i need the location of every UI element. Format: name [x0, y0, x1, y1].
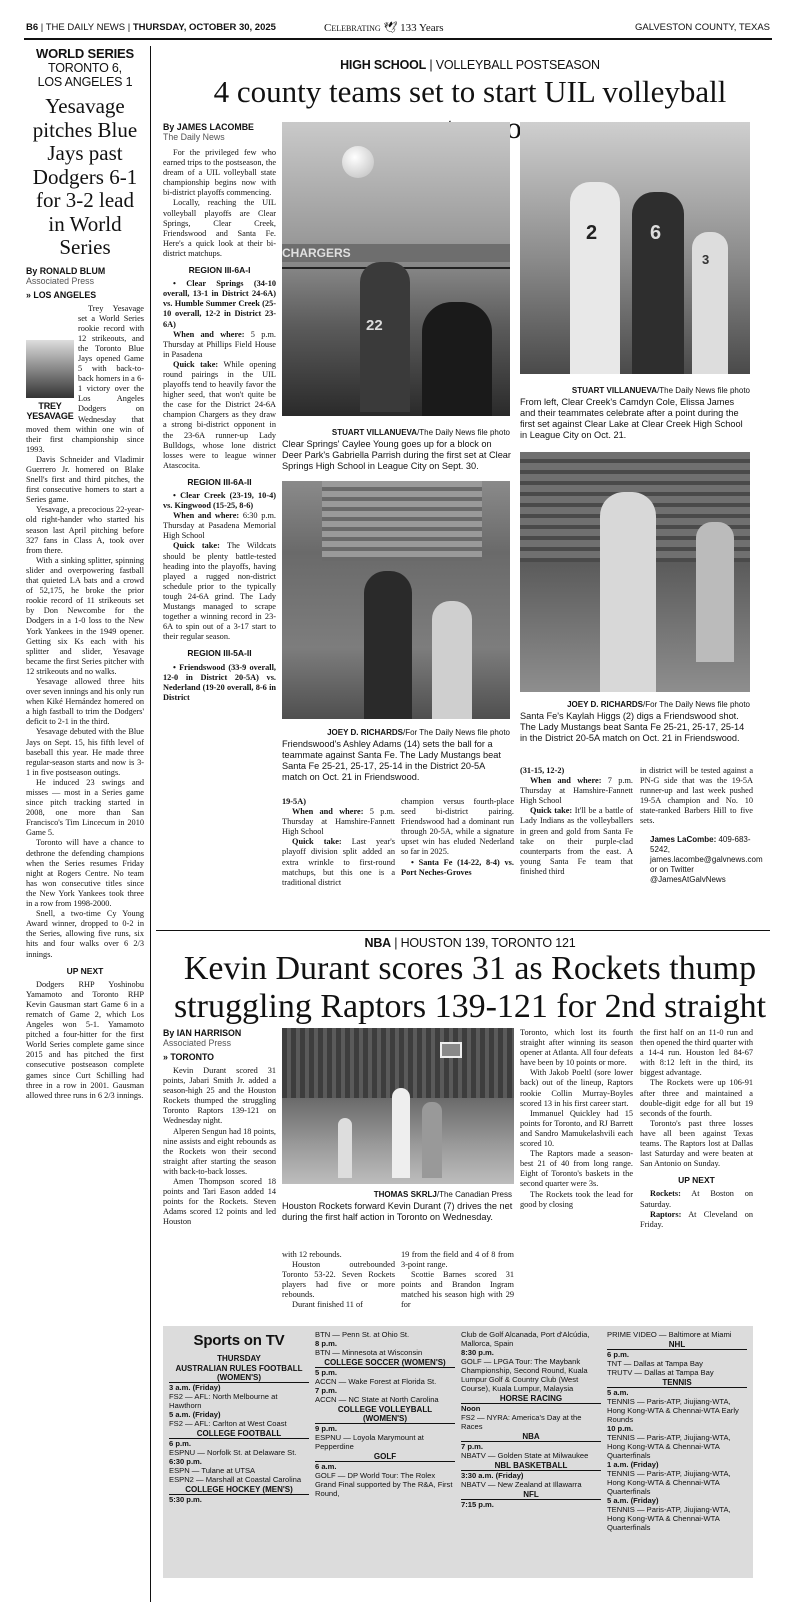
tv-time: 8 p.m. [315, 1339, 337, 1348]
ws-para: He induced 23 swings and misses — most in a Series game since pitch tracking started in 2008, one more than San Francisco's Tim Lincecum in 2010 Game 5. [26, 777, 144, 838]
tv-time: 7 p.m. [315, 1386, 337, 1395]
tv-col1 [169, 1330, 309, 1574]
vb-col1: By JAMES LACOMBE The Daily News For the privileged few who earned trips to the postseason, the dream of a UIL volleyball state championship begins now with bi-district playoffs commencing. Locally, reaching the UIL volleyball playoffs are Clear Springs, Clear Creek, Friendswood and Santa Fe. Here's a quick look at their bi-district matchups. REGION III-6A-I • Clear Springs (34-10 overall, 13-1 in District 24-6A) vs. Humble Summer Creek (25-10 overall, 12-2 in District 23-6A) When and where: 5 p.m. Thursday at Phillips Field House in Pasadena Quick take: While opening round pairings in the UIL playoffs tend to heavily favor the higher seed, that won't quite be the case for the District 24-6A champion Chargers as they draw a strong bi-district opponent in the 23-6A runner-up Lady Bulldogs, whose lone district losses were to league winner Atascocita. REGION III-6A-II • Clear Creek (23-19, 10-4) vs. Kingwood (15-25, 8-6) When and where: 6:30 p.m. Thursday at Pasadena Memorial High School Quick take: The Wildcats should be plenty battle-tested heading into the playoffs, having played a rugged non-district schedule prior to the typically tough 24-6A grind. The Lady Mustangs managed to scrape together a winning record in 23-6A to spin out of a 3-17 start to their regular season. REGION III-5A-II • Friendswood (33-9 overall, 12-0 in District 20-5A) vs. Nederland (19-20 overall, 8-6 in District [163, 122, 276, 702]
tv-time: 5 a.m. (Friday) [169, 1410, 221, 1419]
folio: B6 | THE DAILY NEWS | THURSDAY, OCTOBER 30, 2025 [26, 22, 276, 33]
mug-caption: TREY YESAVAGE [26, 400, 74, 421]
tv-day: THURSDAY [217, 1354, 261, 1363]
tv-listing: TNT — Dallas at Tampa Bay [607, 1359, 703, 1368]
photo-durant-drive [282, 1028, 514, 1184]
tv-category: NFL [461, 1490, 601, 1500]
sports-on-tv-box [163, 1326, 753, 1578]
nba-byline: By IAN HARRISON [163, 1028, 242, 1038]
vb-agency: The Daily News [163, 132, 225, 142]
nba-dateline: » TORONTO [163, 1052, 214, 1062]
tv-category: GOLF [315, 1452, 455, 1462]
photo-santa-fe-dig [520, 452, 750, 692]
ws-para: Yesavage debuted with the Blue Jays on Sept. 15, his fifth level of baseball this year. He made three regular-season starts and now is 3-1 in five postseason outings. [26, 727, 144, 777]
nba-kicker: NBA | HOUSTON 139, TORONTO 121 [364, 936, 576, 950]
gym-banner: CHARGERS [282, 244, 510, 262]
ws-para: Snell, a two-time Cy Young Award winner, dropped to 0-2 in the Series, allowing five runs, six hits and four walks over 6 2/3 innings. [26, 909, 144, 959]
photo-credit: JOEY D. RICHARDS/For The Daily News file photo [327, 728, 510, 737]
vb-col4: (31-15, 12-2) When and where: 7 p.m. Thursday at Hamshire-Fannett High School Quick take: It'll be a battle of Lady Indians as the volleyballers in green and gold from Santa Fe take on their purple-clad counterparts from the east. A young Santa Fe team that finished third [520, 766, 634, 876]
county-label: GALVESTON COUNTY, TEXAS [635, 22, 770, 33]
vb-col2: 19-5A) When and where: 5 p.m. Thursday at Hamshire-Fannett High School Quick take: Last year's playoff division split added an extra wrinkle to first-round matchups, but this one is a traditional district [282, 797, 396, 887]
vb-headline: 4 county teams set to start UIL volleyball [213, 74, 727, 109]
tv-listing: BTN — Minnesota at Wisconsin [315, 1348, 423, 1357]
tv-listing: PRIME VIDEO — Baltimore at Miami [607, 1330, 732, 1339]
photo-credit: JOEY D. RICHARDS/For The Daily News file photo [567, 700, 750, 709]
tv-listing: NBATV — Golden State at Milwaukee [461, 1451, 589, 1460]
ws-agency: Associated Press [26, 275, 94, 286]
tv-col4 [607, 1330, 747, 1574]
tv-category: AUSTRALIAN RULES FOOTBALL (WOMEN'S) [169, 1364, 309, 1383]
tv-col2 [315, 1330, 455, 1574]
tv-listing: TENNIS — Paris-ATP, Jiujiang-WTA, Hong Kong-WTA & Chennai-WTA Quarterfinals [607, 1433, 731, 1460]
tv-category: COLLEGE FOOTBALL [169, 1429, 309, 1439]
nba-headline: Kevin Durant scores 31 as Rockets thump struggling Raptors 139-121 for 2nd straight [173, 950, 767, 1025]
photo-credit: THOMAS SKRLJ/The Canadian Press [373, 1190, 512, 1199]
vb-col3: champion versus fourth-place seed bi-district pairing. Friendswood had a dominant run through 20-5A, while a signature upset win has eluded Nederland so far in 2025. • Santa Fe (14-22, 8-4) vs. Port Neches-Groves [401, 797, 514, 877]
vb-matchup: • Clear Springs (34-10 overall, 13-1 in District 24-6A) vs. Humble Summer Creek (25-10 overall, 12-2 in District 23-6A) [163, 279, 276, 329]
volleyball-icon [342, 146, 374, 178]
tv-listing: FS2 — AFL: Carlton at West Coast [169, 1419, 287, 1428]
jersey-number: 2 [586, 222, 598, 244]
nba-upnext: UP NEXT [678, 1175, 715, 1186]
photo-caption: Friendswood's Ashley Adams (14) sets the ball for a teammate against Santa Fe. The Lady Mustangs beat Santa Fe 25-21, 25-17, 25-14 in the District 20-5A match on Oct. 21 in Friendswood. [282, 739, 501, 782]
tv-listing: ESPNU — Loyola Marymount at Pepperdine [315, 1433, 424, 1451]
vb-col5: in district will be tested against a PN-G side that was the 19-5A runner-up and last week pushed 19-5A champion and No. 10 state-ranked Barbers Hill to five sets. James LaCombe: 409-683-5242, james.lacombe@galvnews.com or on Twitter @JamesAtGalvNews [640, 766, 763, 884]
nba-col1: By IAN HARRISON Associated Press » TORONTO Kevin Durant scored 31 points, Jabari Smith Jr. added a season-high 25 and the Houston Rockets thumped the struggling Toronto Raptors 139-121 on Wednesday night. Alperen Sengun had 18 points, nine assists and eight rebounds as the Rockets won their second straight after starting the season with back-to-back losses. Amen Thompson scored 18 points and Tari Eason added 14 points for the Rockets. Steven Adams scored 12 points and led Houston [163, 1028, 276, 1227]
tv-category: COLLEGE HOCKEY (MEN'S) [169, 1485, 309, 1495]
ws-para: Yesavage, a precocious 22-year-old right-hander who started his season last April pitching before 327 fans in Class A, took over from there. [26, 505, 144, 555]
photo-credit: STUART VILLANUEVA/The Daily News file photo [331, 428, 510, 437]
photo-clear-springs-block [282, 122, 510, 416]
tv-listing: NBATV — New Zealand at Illawarra [461, 1480, 582, 1489]
nba-col4: Toronto, which lost its fourth straight after winning its season opener at Atlanta. All four defeats have been by 10 points or more. With Jakob Poeltl (sore lower back) out of the lineup, Raptors rookie Collin Murray-Boyles scored 13 in his first career start. Immanuel Quickley had 15 points for Toronto, and RJ Barrett and Sandro Mamukelashvili each scored 10. The Raptors made a season-best 21 of 40 from long range. Eight of Toronto's baskets in the second quarter were 3s. The Rockets took the lead for good by closing [520, 1028, 633, 1209]
tv-category: NBA [461, 1432, 601, 1442]
ws-para: Trey Yesavage set a World Series rookie record with 12 strikeouts, and the Toronto Blue Jays opened Game 5 with back-to-back homers in a 6-1 victory over the Los Angeles Dodgers on Wednesday that moved them within one win of their first championship since 1993. [26, 303, 144, 454]
vb-region: REGION III-5A-II [187, 648, 252, 659]
photo-clear-creek-celebrate [520, 122, 750, 374]
photo-caption: From left, Clear Creek's Camdyn Cole, Elissa James and their teammates celebrate after a point during the first set against Clear Lake at Clear Creek High School in League City on Oct. 21. [520, 397, 743, 440]
tv-listing: GOLF — DP World Tour: The Rolex Grand Final supported by The R&A, First Round, [315, 1471, 453, 1498]
tv-time: 5 a.m. (Friday) [607, 1496, 659, 1505]
tv-category: COLLEGE VOLLEYBALL (WOMEN'S) [315, 1405, 455, 1424]
vb-region: REGION III-6A-II [187, 476, 252, 487]
tv-time: 3 a.m. (Friday) [169, 1383, 221, 1392]
jersey-number: 22 [366, 317, 383, 334]
tv-listing: ACCN — NC State at North Carolina [315, 1395, 439, 1404]
vb-kicker: HIGH SCHOOL | VOLLEYBALL POSTSEASON [340, 58, 600, 72]
tv-time: 7 p.m. [461, 1442, 483, 1451]
photo-caption: Clear Springs' Caylee Young goes up for a block on Deer Park's Gabriella Parrish during the first set at Clear Springs High School in League City on Sept. 30. [282, 439, 511, 471]
world-series-story [26, 46, 144, 1602]
ws-para: Yesavage allowed three hits over seven innings and his only run when Kiké Hernández homered on a high fastball to trim the Dodgers' deficit to 2-1 in the third. [26, 676, 144, 727]
photo-credit: STUART VILLANUEVA/The Daily News file photo [571, 386, 750, 395]
tv-time: 5:30 p.m. [169, 1495, 202, 1504]
vb-byline: By JAMES LACOMBE [163, 122, 254, 132]
tv-listing: FS2 — AFL: North Melbourne at Hawthorn [169, 1392, 278, 1410]
tv-listing: ESPN — Tulane at UTSA [169, 1466, 256, 1475]
tv-time: 10 p.m. [607, 1424, 634, 1433]
tv-time: Noon [461, 1404, 481, 1413]
tv-listing: TENNIS — Paris-ATP, Jiujiang-WTA, Hong Kong-WTA & Chennai-WTA Early Rounds [607, 1397, 739, 1424]
tv-time: 5 a.m. [607, 1388, 629, 1397]
vb-matchup: • Friendswood (33-9 overall, 12-0 in District 20-5A) vs. Nederland (19-20 overall, 8-6 in District [163, 662, 276, 702]
anniversary-banner: Celebrating 🕊 133 Years [324, 22, 444, 34]
tv-category: TENNIS [607, 1378, 747, 1388]
tv-listing: TENNIS — Paris-ATP, Jiujiang-WTA, Hong Kong-WTA & Chennai-WTA Quarterfinals [607, 1505, 731, 1532]
tv-category: COLLEGE SOCCER (WOMEN'S) [315, 1358, 455, 1368]
vb-para: For the privileged few who earned trips to the postseason, the dream of a UIL volleyball state championship begins now with bi-district playoffs commencing. [163, 148, 276, 198]
photo-friendswood-set [282, 481, 510, 719]
vb-contact: James LaCombe: 409-683-5242, james.lacombe@galvnews.com or on Twitter @JamesAtGalvNews [650, 834, 763, 884]
tv-listing: FS2 — NYRA: America's Day at the Races [461, 1413, 582, 1431]
ws-para: Davis Schneider and Vladimir Guerrero Jr. homered on Blake Snell's first and third pitches, the first consecutive homers to start a Series game. [26, 454, 144, 505]
ws-para: With a sinking splitter, spinning slider and overpowering fastball that quieted LA bats and a crowd of 52,175, he broke the prior rookie record of 11 strikeouts set by Don Newcombe for the Dodgers in a 1-0 loss to the New York Yankees in the 1949 opener. Getting six Ks each with his splitter and slider, Yesavage became the first Series pitcher with 12 strikeouts and no walks. [26, 555, 144, 676]
tv-listing: TENNIS — Paris-ATP, Jiujiang-WTA, Hong Kong-WTA & Chennai-WTA Quarterfinals [607, 1469, 731, 1496]
tv-time: 6 p.m. [607, 1350, 629, 1359]
tv-listing: ESPNU — Norfolk St. at Delaware St. [169, 1448, 297, 1457]
tv-category: NHL [607, 1340, 747, 1350]
nba-col3: 19 from the field and 4 of 8 from 3-point range. Scottie Barnes scored 31 points and Brandon Ingram matched his season high with 29 for [401, 1250, 514, 1310]
tv-time: 9 p.m. [315, 1424, 337, 1433]
vb-para: Locally, reaching the UIL volleyball playoffs are Clear Springs, Clear Creek, Friendswood and Santa Fe. Here's a quick look at their bi-district matchups. [163, 198, 276, 258]
ws-para: Dodgers RHP Yoshinobu Yamamoto and Toronto RHP Kevin Gausman start Game 6 in a rematch of Game 2, which Los Angeles won 5-1. Yamamoto pitched a four-hitter for the first World Series complete game since 2015 and has pitched the first consecutive postseason complete games since Curt Schilling had three in a row in 2001. Gausman allowed three runs in 6 2/3 innings. [26, 979, 144, 1100]
nba-col5: the first half on an 11-0 run and then opened the third quarter with a 14-4 run. Houston led 84-67 with 8:12 left in the third, its biggest advantage. The Rockets were up 106-91 after three and maintained a double-digit edge for all but 19 seconds of the fourth. Toronto's past three losses have all been against Texas teams. The Raptors lost at Dallas last Saturday and were beaten at San Antonio on Sunday. UP NEXT Rockets: At Boston on Saturday. Raptors: At Cleveland on Friday. [640, 1028, 753, 1229]
tv-category: HORSE RACING [461, 1394, 601, 1404]
avatar [26, 340, 74, 398]
ws-mugshot [26, 340, 74, 421]
jersey-number: 6 [650, 222, 662, 244]
tv-col3 [461, 1330, 601, 1574]
tv-time: 7:15 p.m. [461, 1500, 494, 1509]
tv-time: 5 p.m. [315, 1368, 337, 1377]
nba-col2: with 12 rebounds. Houston outrebounded Toronto 53-22. Seven Rockets players had five or more rebounds. Durant finished 11 of [282, 1250, 395, 1310]
ws-kicker: WORLD SERIES [36, 46, 134, 61]
bird-icon: 🕊 [383, 22, 398, 34]
ws-para: Toronto will have a chance to dethrone the defending champions when the Series resumes Friday night at Rogers Centre. No team has won consecutive titles since the New York Yankees took three in a row from 1998-2000. [26, 838, 144, 909]
ws-upnext: UP NEXT [66, 965, 104, 976]
tv-listing: TRUTV — Dallas at Tampa Bay [607, 1368, 714, 1377]
tv-time: 3:30 a.m. (Friday) [461, 1471, 524, 1480]
tv-listing: ESPN2 — Marshall at Coastal Carolina [169, 1475, 302, 1484]
tv-listing: BTN — Penn St. at Ohio St. [315, 1330, 410, 1339]
photo-caption: Santa Fe's Kaylah Higgs (2) digs a Friendswood shot. The Lady Mustangs beat Santa Fe 25-21, 25-17, 25-14 in the District 20-5A match on Oct. 21 in Friendswood. [520, 711, 745, 743]
nba-agency: Associated Press [163, 1038, 231, 1048]
ws-byline: By RONALD BLUM [26, 265, 106, 276]
ws-headline: Yesavage pitches Blue Jays past Dodgers 6-1 for 3-2 lead in World Series [32, 94, 138, 259]
tv-time: 1 a.m. (Friday) [607, 1460, 659, 1469]
vb-matchup: • Clear Creek (23-19, 10-4) vs. Kingwood (15-25, 8-6) [163, 491, 276, 511]
jersey-number: 3 [702, 252, 710, 267]
tv-title: Sports on TV [193, 1332, 285, 1349]
ws-score: TORONTO 6, LOS ANGELES 1 [37, 61, 133, 89]
tv-time: 6 a.m. [315, 1462, 337, 1471]
tv-listing: GOLF — LPGA Tour: The Maybank Championship, Second Round, Kuala Lumpur Golf & Country Club (West Course), Kuala Lumpur, Malaysia [461, 1357, 588, 1393]
tv-time: 6 p.m. [169, 1439, 191, 1448]
tv-time: 8:30 p.m. [461, 1348, 494, 1357]
tv-listing: Club de Golf Alcanada, Port d'Alcúdia, Mallorca, Spain [461, 1330, 590, 1348]
photo-caption: Houston Rockets forward Kevin Durant (7) drives the net during the first half action in Toronto on Wednesday. [282, 1201, 513, 1222]
tv-listing: ACCN — Wake Forest at Florida St. [315, 1377, 437, 1386]
tv-time: 6:30 p.m. [169, 1457, 202, 1466]
vb-region: REGION III-6A-I [188, 265, 251, 276]
ws-dateline: » LOS ANGELES [26, 289, 97, 300]
tv-category: NBL BASKETBALL [461, 1461, 601, 1471]
